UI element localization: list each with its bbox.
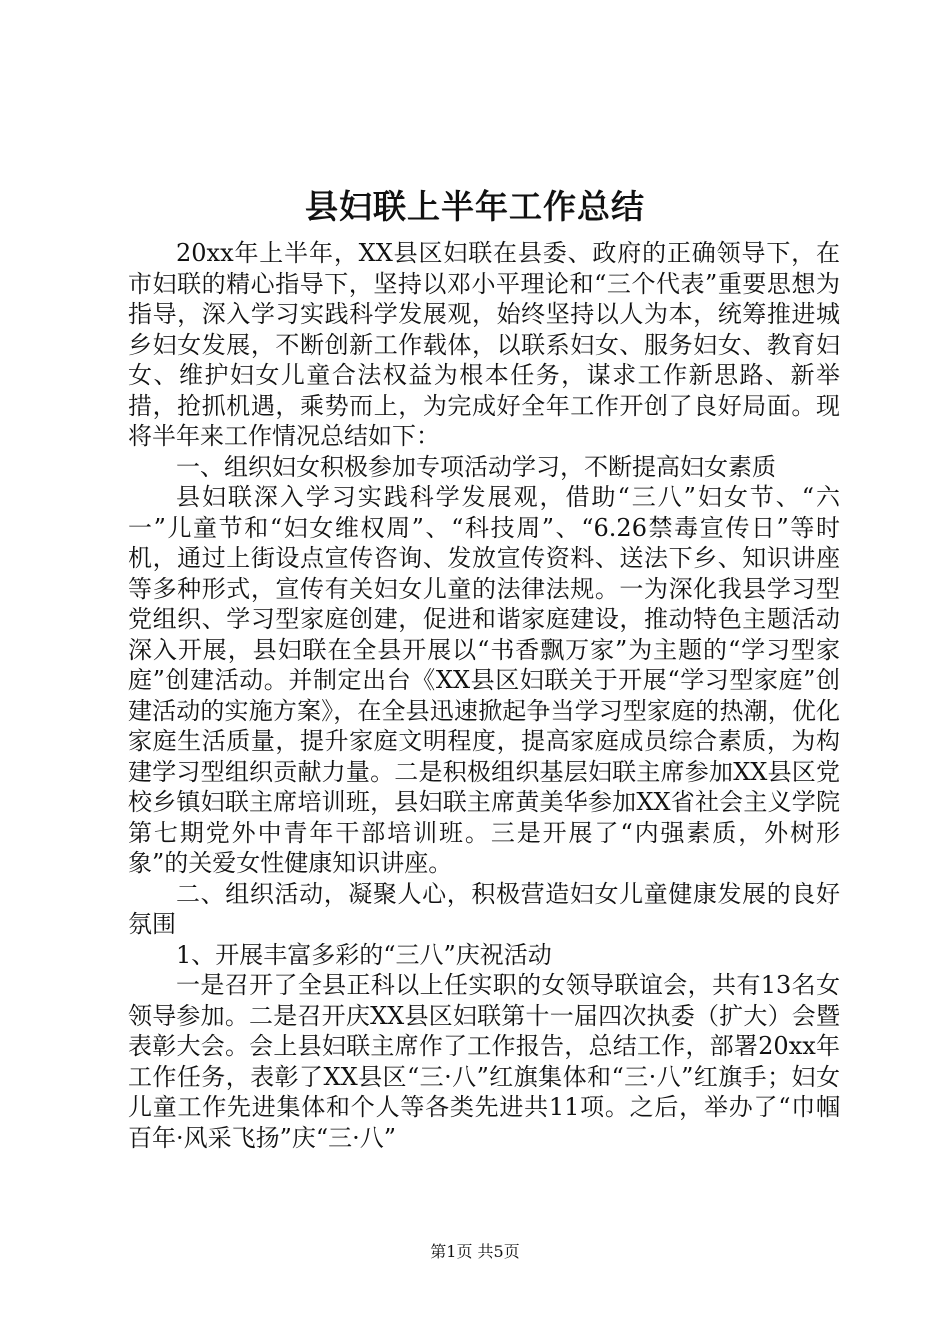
- paragraph-intro: 20xx年上半年，XX县区妇联在县委、政府的正确领导下，在市妇联的精心指导下，坚持以邓小平理论和“三个代表”重要思想为指导，深入学习实践科学发展观，始终坚持以人为本，统筹推进城乡妇女发展，不断创新工作载体，以联系妇女、服务妇女、教育妇女、维护妇女儿童合法权益为根本任务，谋求工作新思路、新举措，抢抓机遇，乘势而上，为完成好全年工作开创了良好局面。现将半年来工作情况总结如下：: [128, 239, 840, 450]
- paragraph-section-1: 县妇联深入学习实践科学发展观，借助“三八”妇女节、“六一”儿童节和“妇女维权周”、“科技周”、“6.26禁毒宣传日”等时机，通过上街设点宣传咨询、发放宣传资料、送法下乡、知识讲座等多种形式，宣传有关妇女儿童的法律法规。一为深化我县学习型党组织、学习型家庭创建，促进和谐家庭建设，推动特色主题活动深入开展，县妇联在全县开展以“书香飘万家”为主题的“学习型家庭”创建活动。并制定出台《XX县区妇联关于开展“学习型家庭”创建活动的实施方案》，在全县迅速掀起争当学习型家庭的热潮，优化家庭生活质量，提升家庭文明程度，提高家庭成员综合素质，为构建学习型组织贡献力量。二是积极组织基层妇联主席参加XX县区党校乡镇妇联主席培训班，县妇联主席黄美华参加XX省社会主义学院第七期党外中青年干部培训班。三是开展了“内强素质，外树形象”的关爱女性健康知识讲座。: [128, 483, 840, 877]
- section-heading-1: 一、组织妇女积极参加专项活动学习，不断提高妇女素质: [176, 452, 776, 481]
- paragraph-subsection-1: 一是召开了全县正科以上任实职的女领导联谊会，共有13名女领导参加。二是召开庆XX县区妇联第十一届四次执委（扩大）会暨表彰大会。会上县妇联主席作了工作报告，总结工作，部署20xx年工作任务，表彰了XX县区“三·八”红旗集体和“三·八”红旗手；妇女儿童工作先进集体和个人等各类先进共11项。之后，举办了“巾帼百年·风采飞扬”庆“三·八”: [128, 971, 840, 1152]
- page-number-footer: 第1页 共5页: [430, 1242, 520, 1261]
- document-title: 县妇联上半年工作总结: [305, 187, 645, 226]
- document-body: [128, 238, 840, 1153]
- section-heading-2: 二、组织活动，凝聚人心，积极营造妇女儿童健康发展的良好氛围: [128, 879, 840, 938]
- subsection-heading-1: 1、开展丰富多彩的“三八”庆祝活动: [176, 940, 552, 969]
